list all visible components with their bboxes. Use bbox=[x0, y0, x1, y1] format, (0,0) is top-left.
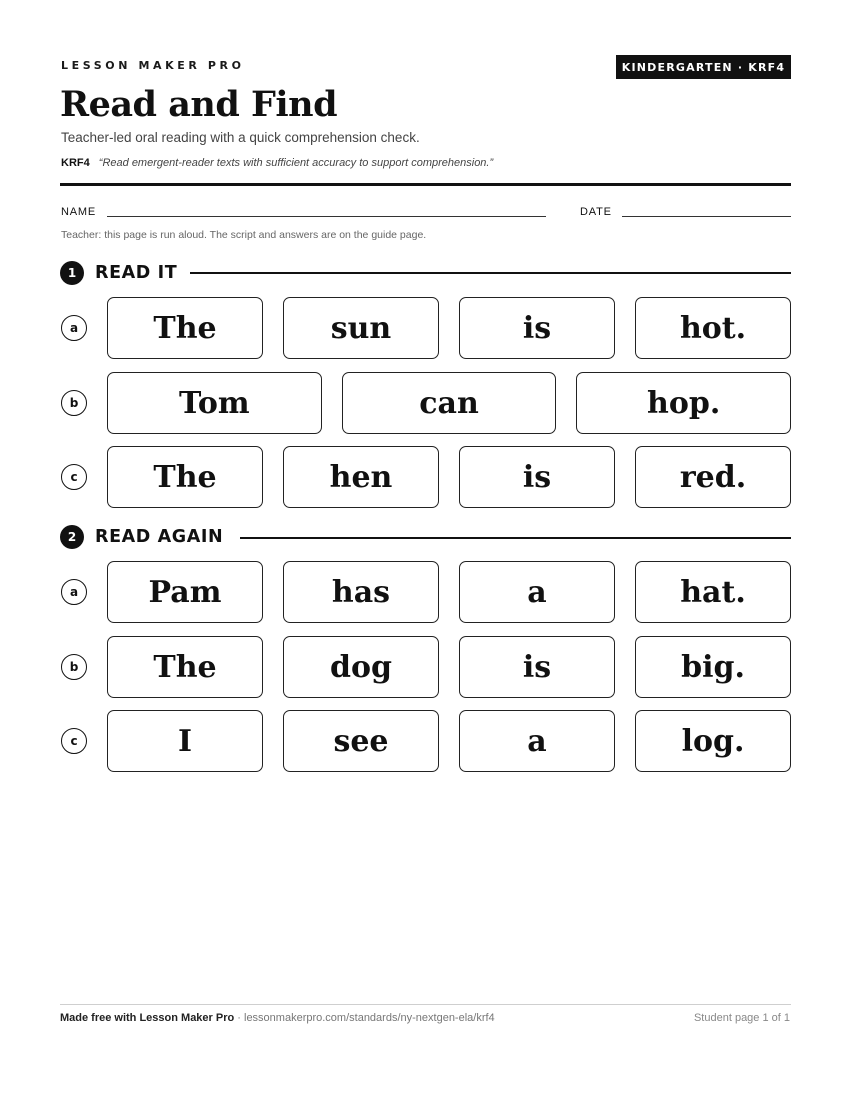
word-card: Pam bbox=[107, 561, 263, 623]
word-card: big. bbox=[635, 636, 791, 698]
word-card: hen bbox=[283, 446, 439, 508]
sentence-row bbox=[107, 297, 791, 359]
standard-text: “Read emergent-reader texts with sufficient accuracy to support comprehension.” bbox=[98, 157, 494, 169]
word-card: sun bbox=[283, 297, 439, 359]
sentence-row bbox=[107, 372, 791, 434]
footer-credit bbox=[60, 1012, 495, 1024]
footer-url[interactable]: · lessonmakerpro.com/standards/ny-nextgen-ela/krf4 bbox=[234, 1012, 495, 1024]
word-card: hop. bbox=[576, 372, 791, 434]
section-1-heading bbox=[60, 261, 177, 285]
word-card: can bbox=[342, 372, 557, 434]
row-letter-badge: a bbox=[61, 579, 87, 605]
word-card: see bbox=[283, 710, 439, 772]
section-2-heading bbox=[60, 525, 223, 549]
sentence-row bbox=[107, 710, 791, 772]
sentence-row bbox=[107, 446, 791, 508]
section-1-rule bbox=[190, 272, 791, 274]
word-card: dog bbox=[283, 636, 439, 698]
word-card: a bbox=[459, 710, 615, 772]
footer-divider bbox=[60, 1004, 791, 1005]
date-field[interactable] bbox=[622, 216, 791, 217]
standard-code: KRF4 bbox=[61, 157, 90, 169]
word-card: The bbox=[107, 446, 263, 508]
word-card: hat. bbox=[635, 561, 791, 623]
footer-made-by: Made free with Lesson Maker Pro bbox=[60, 1012, 235, 1024]
sentence-row bbox=[107, 561, 791, 623]
word-card: hot. bbox=[635, 297, 791, 359]
word-card: log. bbox=[635, 710, 791, 772]
standard-line bbox=[61, 157, 493, 169]
row-letter-badge: c bbox=[61, 728, 87, 754]
name-field[interactable] bbox=[107, 216, 546, 217]
word-card: is bbox=[459, 636, 615, 698]
teacher-note: Teacher: this page is run aloud. The script and answers are on the guide page. bbox=[61, 229, 427, 241]
grade-badge: KINDERGARTEN · KRF4 bbox=[616, 55, 791, 79]
row-letter-badge: a bbox=[61, 315, 87, 341]
word-card: red. bbox=[635, 446, 791, 508]
sentence-row bbox=[107, 636, 791, 698]
footer-page-label: Student page 1 of 1 bbox=[693, 1012, 790, 1024]
section-title: READ AGAIN bbox=[95, 527, 224, 547]
word-card: I bbox=[107, 710, 263, 772]
section-2-rule bbox=[240, 537, 791, 539]
word-card: is bbox=[459, 297, 615, 359]
brand-name: LESSON MAKER PRO bbox=[61, 59, 245, 72]
section-number-badge: 1 bbox=[60, 261, 84, 285]
page-subtitle: Teacher-led oral reading with a quick comprehension check. bbox=[61, 130, 420, 145]
word-card: Tom bbox=[107, 372, 322, 434]
section-number-badge: 2 bbox=[60, 525, 84, 549]
row-letter-badge: b bbox=[61, 390, 87, 416]
name-label: NAME bbox=[61, 206, 96, 218]
word-card: has bbox=[283, 561, 439, 623]
row-letter-badge: c bbox=[61, 464, 87, 490]
date-label: DATE bbox=[580, 206, 612, 218]
word-card: The bbox=[107, 636, 263, 698]
word-card: The bbox=[107, 297, 263, 359]
section-title: READ IT bbox=[95, 263, 178, 283]
word-card: a bbox=[459, 561, 615, 623]
row-letter-badge: b bbox=[61, 654, 87, 680]
header-divider bbox=[60, 183, 791, 186]
word-card: is bbox=[459, 446, 615, 508]
page-title: Read and Find bbox=[60, 84, 338, 125]
